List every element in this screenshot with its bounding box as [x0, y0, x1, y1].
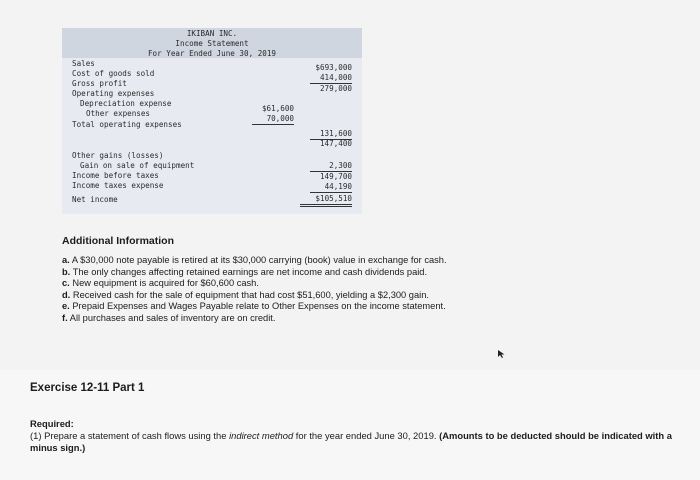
row-label-total-operating-expenses: Total operating expenses — [72, 120, 182, 129]
info-item-c: c. New equipment is acquired for $60,600 cash. — [62, 278, 259, 288]
info-item-b: b. The only changes affecting retained earnings are net income and cash dividends paid. — [62, 266, 428, 277]
row-value-cogs: 414,000 — [310, 73, 352, 84]
income-statement — [62, 28, 362, 214]
row-label-operating-expenses: Operating expenses — [72, 89, 155, 98]
row-label-cogs: Cost of goods sold — [72, 69, 155, 78]
row-value-sales: $693,000 — [315, 63, 352, 72]
row-label-gross-profit: Gross profit — [72, 79, 127, 88]
row-value-income-before-taxes: 149,700 — [319, 172, 352, 181]
row-value-depreciation: $61,600 — [261, 104, 294, 113]
exercise-title: Exercise 12-11 Part 1 — [30, 382, 145, 394]
row-label-depreciation: Depreciation expense — [80, 99, 172, 108]
row-label-gain-on-sale: Gain on sale of equipment — [80, 161, 195, 170]
row-value-other-expenses: 70,000 — [252, 114, 294, 125]
row-label-net-income: Net income — [72, 195, 118, 204]
info-item-a: a. A $30,000 note payable is retired at its $30,000 carrying (book) value in exchange for cash. — [62, 255, 447, 265]
row-label-income-before-taxes: Income before taxes — [72, 171, 159, 180]
mouse-pointer-icon — [497, 349, 507, 359]
row-value-gain-on-sale: 2,300 — [310, 161, 352, 172]
row-value-income-taxes: 44,190 — [310, 182, 352, 193]
row-value-operating-income: 147,400 — [319, 139, 352, 148]
required-text: (1) Prepare a statement of cash flows using the indirect method for the year ended June 30, 2019. — [30, 430, 440, 441]
additional-information — [62, 235, 622, 324]
info-item-e: e. Prepaid Expenses and Wages Payable relate to Other Expenses on the income statement. — [62, 301, 446, 311]
info-item-d: d. Received cash for the sale of equipment that had cost $51,600, yielding a $2,300 gain. — [62, 289, 429, 300]
row-label-income-taxes: Income taxes expense — [72, 181, 164, 190]
row-value-gross-profit: 279,000 — [319, 84, 352, 93]
row-label-other-expenses: Other expenses — [86, 109, 151, 118]
additional-heading: Additional Information — [62, 235, 174, 247]
row-value-total-operating-expenses: 131,600 — [310, 129, 352, 140]
statement-title: Income Statement — [175, 39, 249, 48]
required-section — [30, 418, 695, 454]
statement-period: For Year Ended June 30, 2019 — [147, 49, 276, 58]
row-label-other-gains: Other gains (losses) — [72, 151, 164, 160]
required-label: Required: — [30, 418, 74, 429]
info-item-f: f. All purchases and sales of inventory are on credit. — [62, 312, 276, 323]
required-note: (Amounts to be deducted should be indicated with a minus sign.) — [30, 430, 672, 453]
row-value-net-income: $105,510 — [300, 194, 352, 207]
company-name: IKIBAN INC. — [186, 29, 238, 38]
row-label-sales: Sales — [72, 59, 95, 68]
